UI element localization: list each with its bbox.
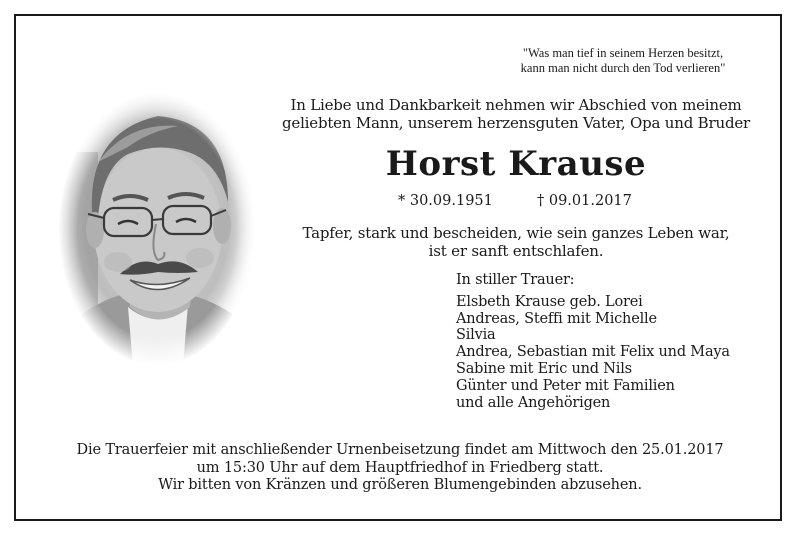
quote-line-2: kann man nicht durch den Tod verlieren" [520,61,726,75]
mourner-name: Sabine mit Eric und Nils [456,360,632,377]
mourners-list [456,272,776,411]
funeral-info-line-3: Wir bitten von Kränzen und größeren Blumengebinden abzusehen. [158,477,642,493]
intro-line-2: geliebten Mann, unserem herzensguten Vater, Opa und Bruder [282,114,750,132]
quote-line-1: "Was man tief in seinem Herzen besitzt, [522,46,724,60]
quote [478,46,768,76]
deceased-name: Horst Krause [385,144,647,184]
funeral-info-line-2: um 15:30 Uhr auf dem Hauptfriedhof in Friedberg statt. [196,459,604,476]
motto-line-1: Tapfer, stark und bescheiden, wie sein ganzes Leben war, [302,224,730,242]
motto-line-2: ist er sanft entschlafen. [428,242,604,260]
mourner-name: und alle Angehörigen [456,394,611,411]
life-dates [268,192,764,210]
intro-line-1: In Liebe und Dankbarkeit nehmen wir Abschied von meinem [290,96,742,114]
mourners-heading: In stiller Trauer: [456,272,575,288]
funeral-info-line-1: Die Trauerfeier mit anschließender Urnenbeisetzung findet am Mittwoch den 25.01.2017 [76,442,724,458]
mourner-name: Günter und Peter mit Familien [456,377,675,394]
mourner-name: Elsbeth Krause geb. Lorei [456,293,643,310]
funeral-info [30,442,770,495]
mourner-name: Andreas, Steffi mit Michelle [456,310,657,327]
intro-text [268,96,764,132]
death-date: † 09.01.2017 [537,193,632,209]
mourner-name: Silvia [456,327,496,344]
birth-date: * 30.09.1951 [398,193,493,209]
motto-text [268,224,764,260]
mourner-name: Andrea, Sebastian mit Felix und Maya [456,344,730,361]
portrait-photo [58,92,256,366]
